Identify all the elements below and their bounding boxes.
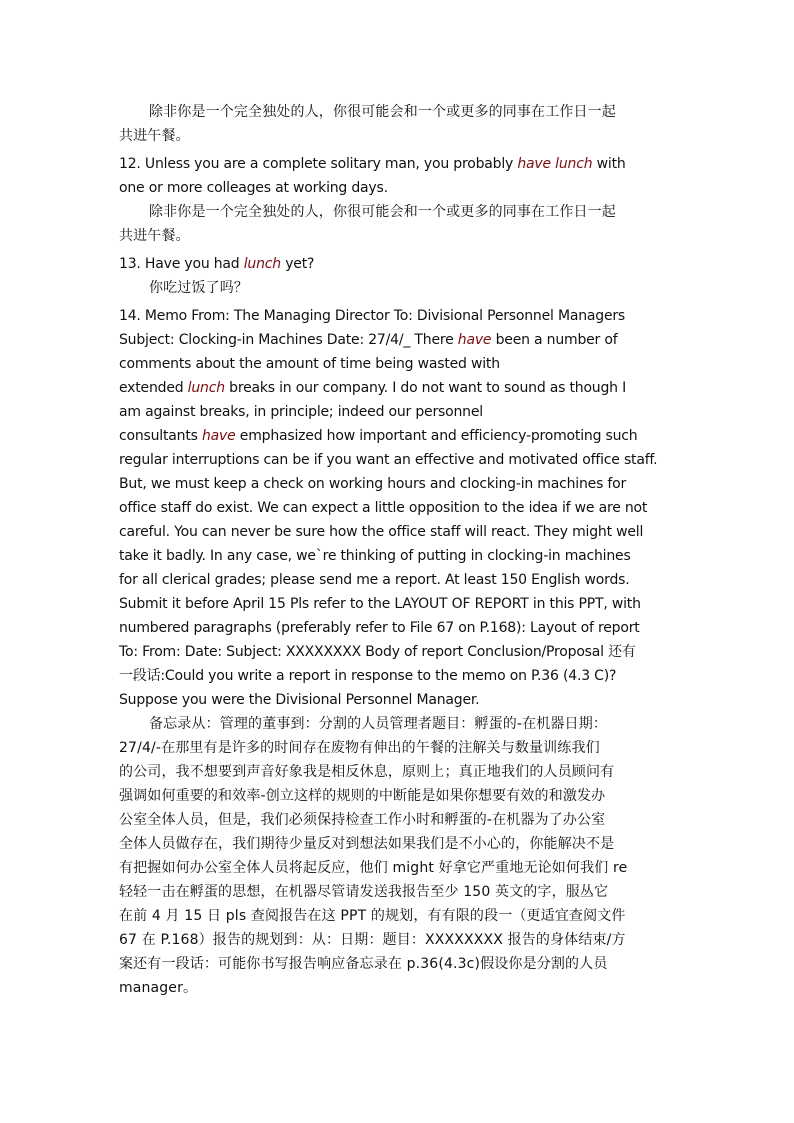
para11-zh-line-1: 除非你是一个完全独处的人，你很可能会和一个或更多的同事在工作日一起 (149, 104, 616, 120)
item14-zh-line-6: 全体人员做存在，我们期待少量反对到想法如果我们是不小心的，你能解决不是 (119, 836, 615, 852)
highlight-lunch: lunch (243, 256, 281, 272)
item14-line-3: comments about the amount of time being wasted with (119, 356, 500, 372)
item14-text: consultants (119, 428, 202, 444)
document-body (119, 100, 681, 1000)
item12-line-1 (119, 152, 681, 176)
item14-line-13: Submit it before April 15 Pls refer to the LAYOUT OF REPORT in this PPT, with (119, 596, 641, 612)
item14-text-end: been a number of (491, 332, 618, 348)
item14-line-2 (119, 328, 681, 352)
item14-line-5: am against breaks, in principle; indeed our personnel (119, 404, 483, 420)
item14-line-9: office staff do exist. We can expect a little opposition to the idea if we are not (119, 500, 648, 516)
highlight-have: have (201, 428, 236, 444)
item14-line-11: take it badly. In any case, we`re thinking of putting in clocking-in machines (119, 548, 631, 564)
item14-line-4 (119, 376, 681, 400)
item14-zh-line-7: 有把握如何办公室全体人员将起反应，他们 might 好拿它严重地无论如何我们 re (119, 860, 628, 876)
item13-zh-line: 你吃过饭了吗？ (149, 280, 249, 296)
item14-zh-line-1: 备忘录从：管理的董事到：分割的人员管理者题目：孵蛋的-在机器日期： (149, 716, 607, 732)
item13-line-1 (119, 252, 681, 276)
item14-zh-line-5: 公室全体人员，但是，我们必须保持检查工作小时和孵蛋的-在机器为了办公室 (119, 812, 606, 828)
item14-line-10: careful. You can never be sure how the office staff will react. They might well (119, 524, 644, 540)
item14-line-7: regular interruptions can be if you want an effective and motivated office staff. (119, 452, 658, 468)
item14-zh-line-10: 67 在 P.168）报告的规划到：从：日期：题目：XXXXXXXX 报告的身体结束/方 (119, 932, 626, 948)
para11-zh-line-2: 共进午餐。 (119, 128, 190, 144)
item14-line-15: To: From: Date: Subject: XXXXXXXX Body of report Conclusion/Proposal 还有 (119, 644, 636, 660)
item14-zh-line-3: 的公司，我不想要到声音好象我是相反休息，原则上；真正地我们的人员顾问有 (119, 764, 615, 780)
item14-text-end: breaks in our company. I do not want to sound as though I (224, 380, 627, 396)
item13-text: 13. Have you had (119, 256, 244, 272)
item14-line-12: for all clerical grades; please send me a report. At least 150 English words. (119, 572, 630, 588)
item14-zh-line-11: 案还有一段话：可能你书写报告响应备忘录在 p.36(4.3c)假设你是分割的人员 (119, 956, 608, 972)
item14-line-16: 一段话:Could you write a report in response to the memo on P.36 (4.3 C)? (119, 668, 617, 684)
highlight-have-lunch: have lunch (517, 156, 593, 172)
item12-text: 12. Unless you are a complete solitary man, you probably (119, 156, 518, 172)
item14-text: Subject: Clocking-in Machines Date: 27/4/_ There (119, 332, 458, 348)
item14-line-6 (119, 424, 681, 448)
item14-line-1: 14. Memo From: The Managing Director To: Divisional Personnel Managers (119, 308, 626, 324)
item14-zh-line-9: 在前 4 月 15 日 pls 查阅报告在这 PPT 的规划，有有限的段一（更适宜查阅文件 (119, 908, 626, 924)
item12-text-end: with (592, 156, 626, 172)
item12-zh-line-2: 共进午餐。 (119, 228, 190, 244)
item13-text-end: yet? (280, 256, 315, 272)
highlight-have: have (457, 332, 492, 348)
item14-line-14: numbered paragraphs (preferably refer to File 67 on P.168): Layout of report (119, 620, 640, 636)
highlight-lunch: lunch (187, 380, 225, 396)
item14-line-8: But, we must keep a check on working hours and clocking-in machines for (119, 476, 627, 492)
item12-zh-line-1: 除非你是一个完全独处的人，你很可能会和一个或更多的同事在工作日一起 (149, 204, 616, 220)
item14-zh-line-12: manager。 (119, 980, 198, 996)
item14-text: extended (119, 380, 188, 396)
item14-text-end: emphasized how important and efficiency-promoting such (235, 428, 638, 444)
item14-zh-line-4: 强调如何重要的和效率-创立这样的规则的中断能是如果你想要有效的和激发办 (119, 788, 606, 804)
item12-line-2: one or more colleages at working days. (119, 180, 388, 196)
item14-line-17: Suppose you were the Divisional Personnel Manager. (119, 692, 480, 708)
item14-zh-line-8: 轻轻一击在孵蛋的思想，在机器尽管请发送我报告至少 150 英文的字，服丛它 (119, 884, 609, 900)
item14-zh-line-2: 27/4/-在那里有是许多的时间存在废物有伸出的午餐的注解关与数量训练我们 (119, 740, 600, 756)
